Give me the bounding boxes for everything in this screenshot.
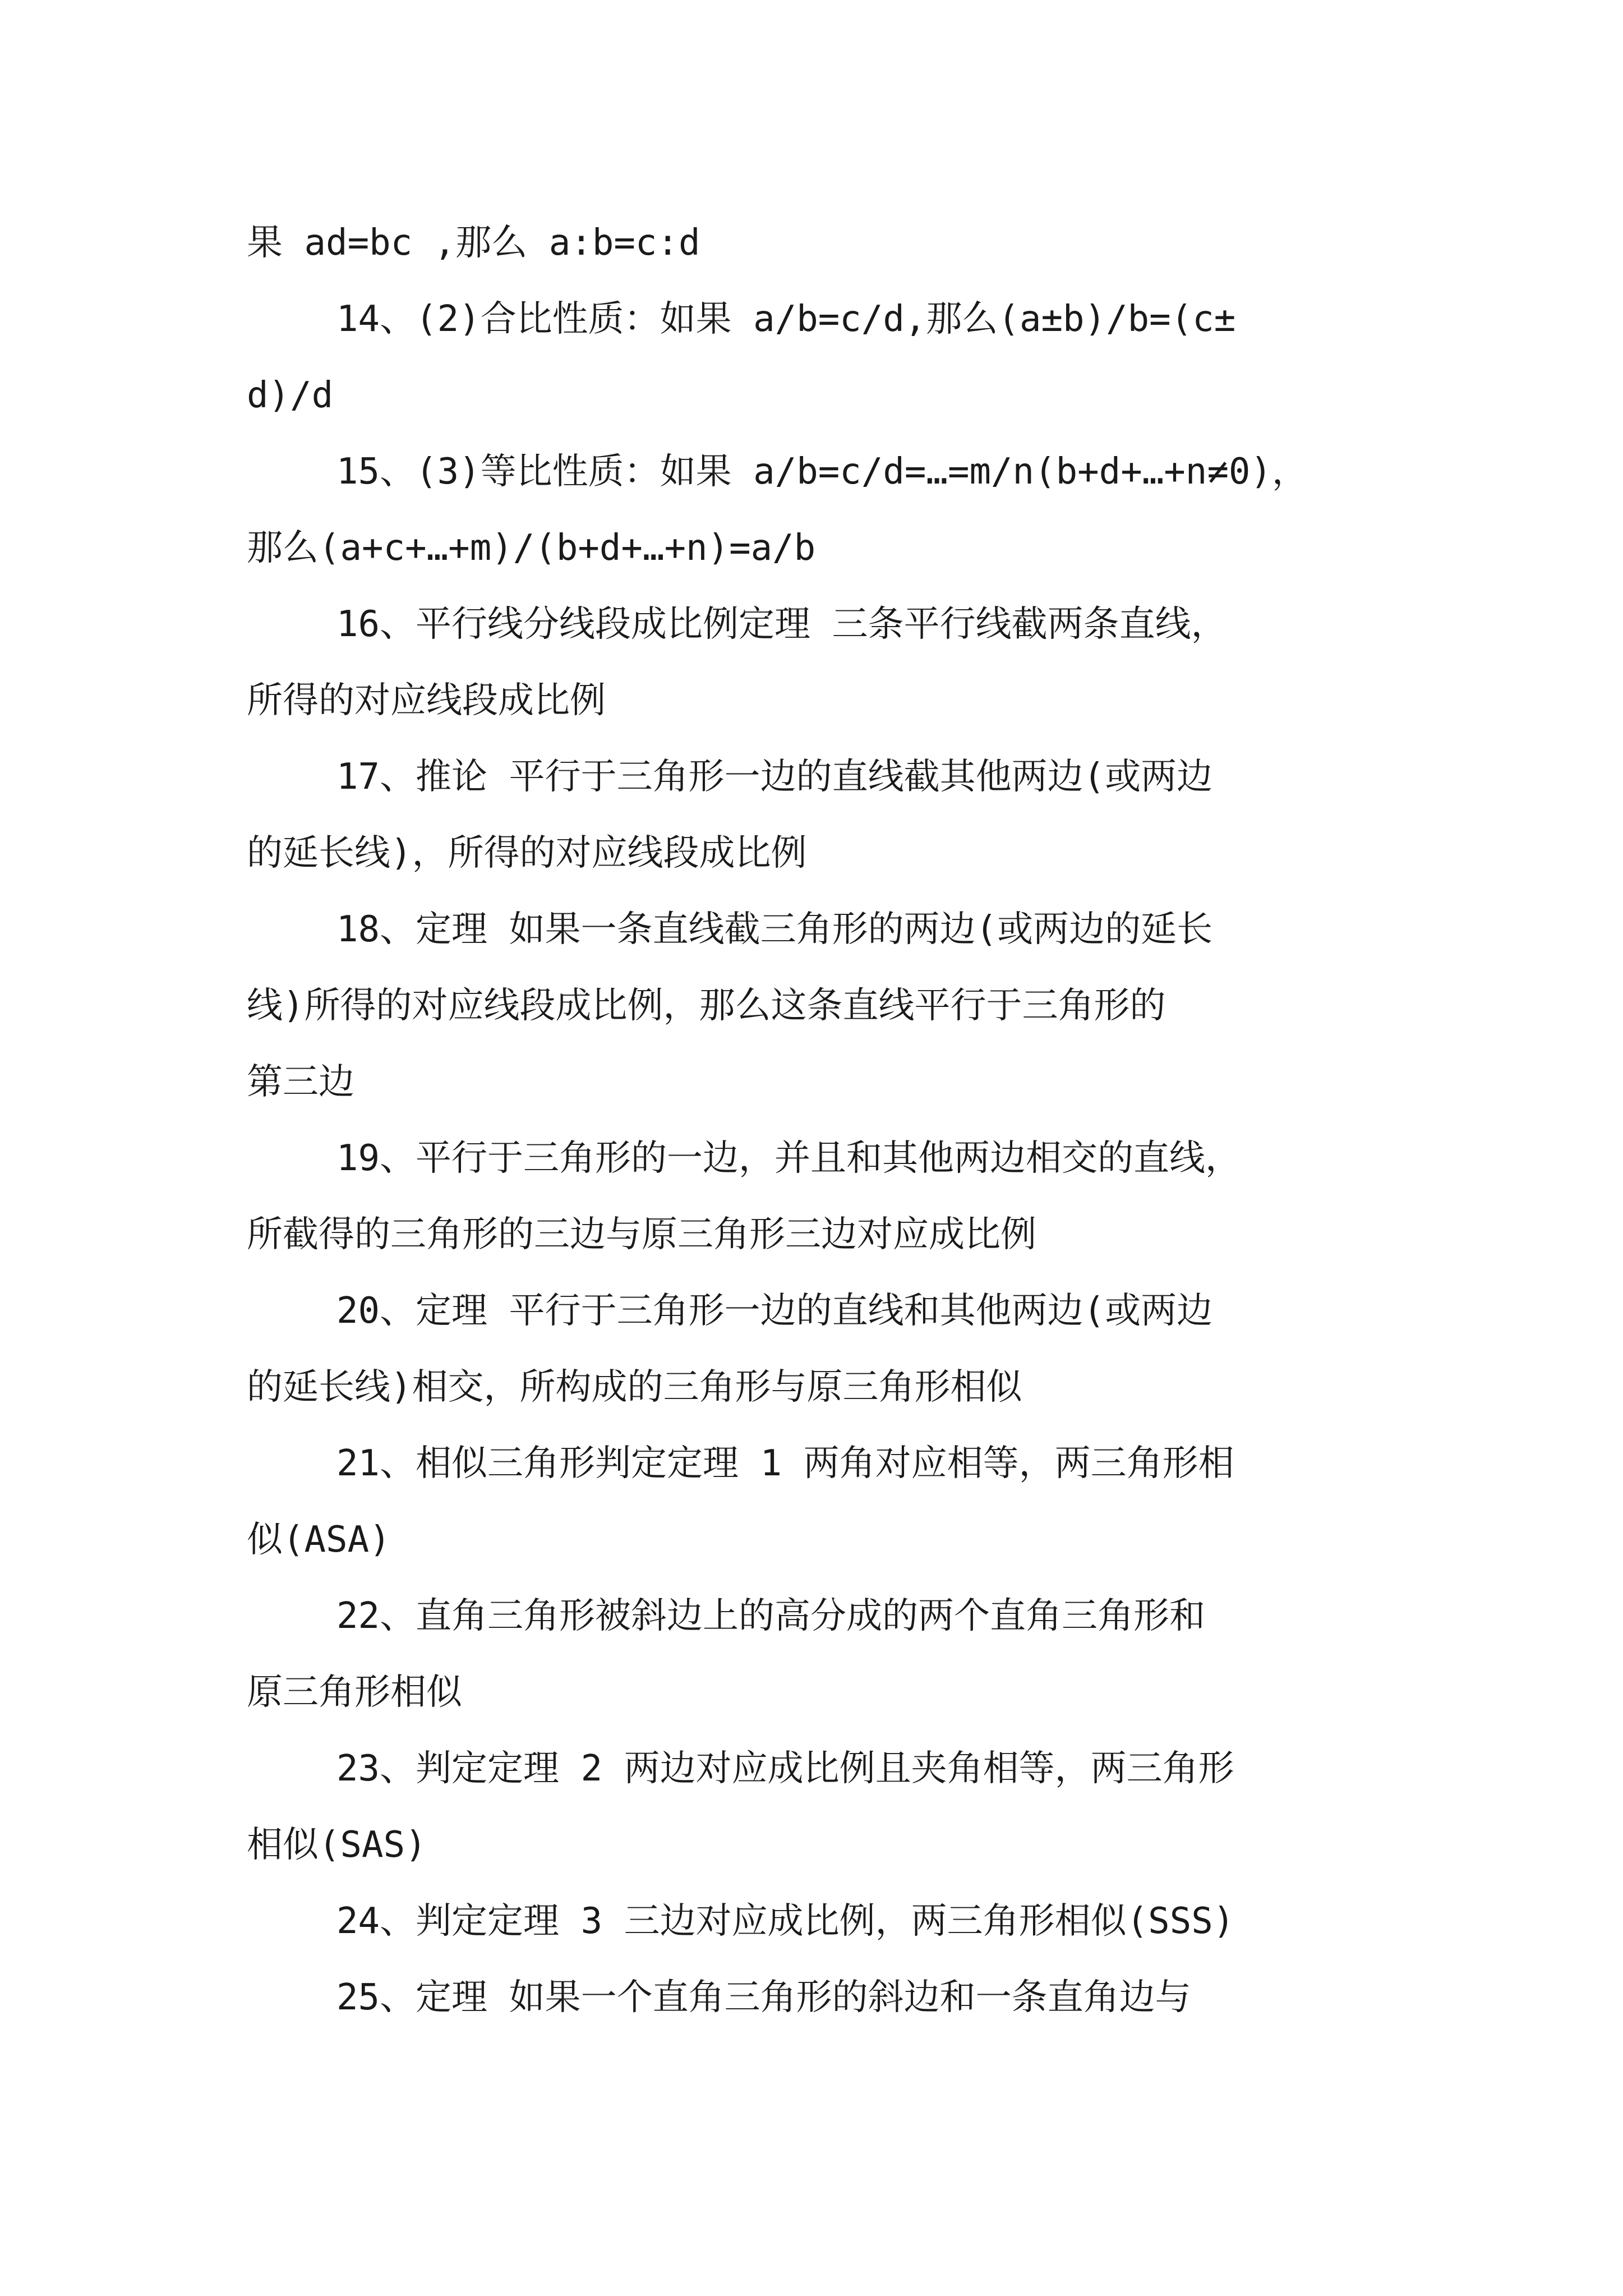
- text-line: 的延长线)，所得的对应线段成比例: [247, 832, 807, 874]
- text-line: d)/d: [247, 375, 334, 416]
- document-body: [247, 205, 1385, 2036]
- text-line: 似(ASA): [247, 1519, 391, 1561]
- text-line: 所得的对应线段成比例: [247, 680, 606, 721]
- text-line: 25、定理 如果一个直角三角形的斜边和一条直角边与: [336, 1977, 1191, 2018]
- text-line: 20、定理 平行于三角形一边的直线和其他两边(或两边: [336, 1290, 1213, 1332]
- text-line: 22、直角三角形被斜边上的高分成的两个直角三角形和: [336, 1595, 1206, 1637]
- text-line: 18、定理 如果一条直线截三角形的两边(或两边的延长: [336, 909, 1213, 950]
- text-line: 线)所得的对应线段成比例，那么这条直线平行于三角形的: [247, 985, 1166, 1027]
- text-line: 21、相似三角形判定定理 1 两角对应相等，两三角形相: [336, 1443, 1234, 1484]
- text-line: 那么(a+c+…+m)/(b+d+…+n)=a/b: [247, 527, 816, 569]
- text-line: 原三角形相似: [247, 1672, 462, 1713]
- text-line: 所截得的三角形的三边与原三角形三边对应成比例: [247, 1214, 1036, 1255]
- text-line: 24、判定定理 3 三边对应成比例，两三角形相似(SSS): [336, 1901, 1235, 1942]
- text-line: 果 ad=bc ,那么 a:b=c:d: [247, 222, 700, 264]
- text-line: 相似(SAS): [247, 1824, 427, 1866]
- text-line: 的延长线)相交，所构成的三角形与原三角形相似: [247, 1366, 1022, 1408]
- text-line: 23、判定定理 2 两边对应成比例且夹角相等，两三角形: [336, 1748, 1234, 1789]
- text-line: 16、平行线分线段成比例定理 三条平行线截两条直线，: [336, 604, 1227, 645]
- text-line: 19、平行于三角形的一边，并且和其他两边相交的直线，: [336, 1138, 1242, 1179]
- text-line: 第三边: [247, 1061, 354, 1103]
- text-line: 14、(2)合比性质：如果 a/b=c/d,那么(a±b)/b=(c±: [336, 298, 1236, 340]
- text-line: 17、推论 平行于三角形一边的直线截其他两边(或两边: [336, 756, 1213, 798]
- text-line: 15、(3)等比性质：如果 a/b=c/d=…=m/n(b+d+…+n≠0)，: [336, 451, 1308, 493]
